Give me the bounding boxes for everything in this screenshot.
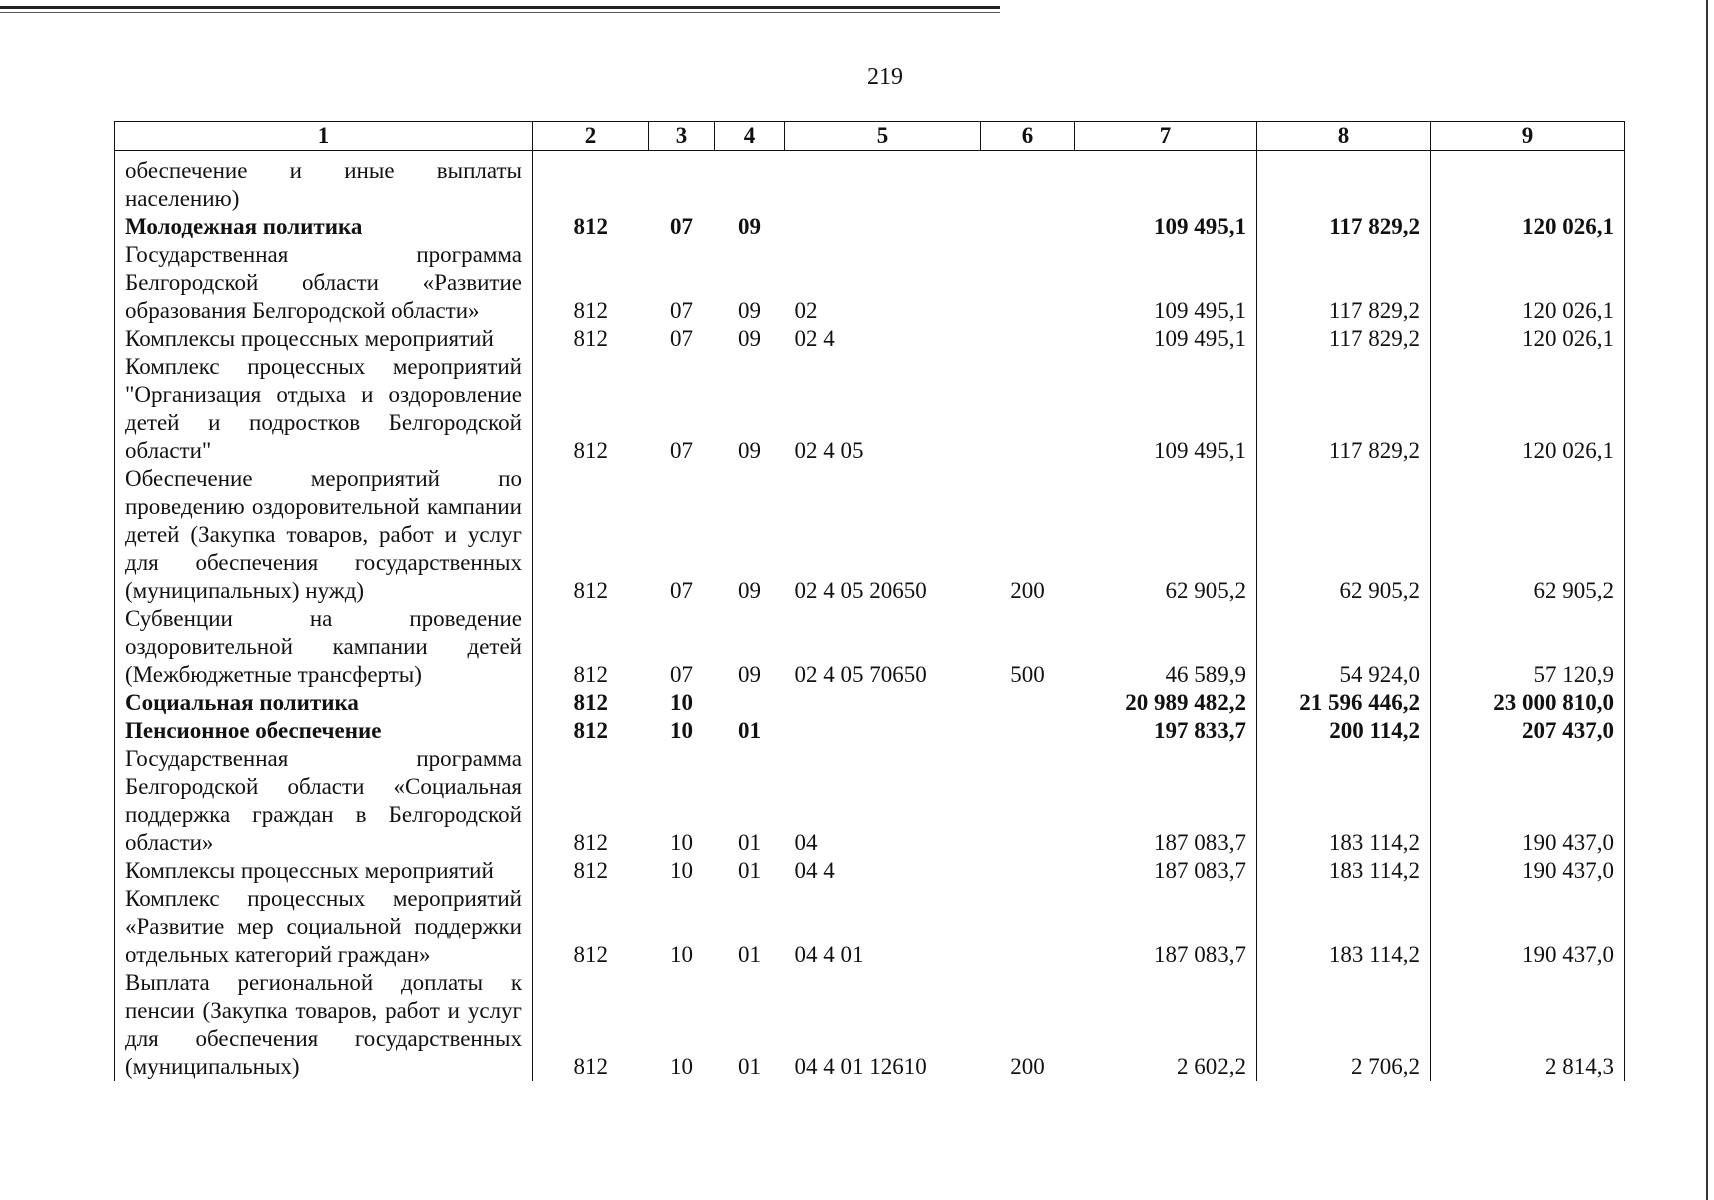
cell-c4: 09 [738, 214, 761, 239]
cell-c6 [981, 717, 1075, 745]
cell-c9: 207 437,0 [1431, 717, 1625, 745]
table-row [115, 605, 1625, 689]
cell-c8: 117 829,2 [1257, 353, 1431, 465]
cell-c7: 109 495,1 [1075, 353, 1257, 465]
cell-c9 [1431, 151, 1625, 214]
cell-name: Субвенции на проведение оздоровительной кампании детей (Межбюджетные трансферты) [115, 605, 533, 689]
cell-c9: 190 437,0 [1431, 745, 1625, 857]
header-col-4: 4 [715, 122, 785, 151]
cell-c4: 01 [738, 1054, 761, 1079]
cell-c6: 200 [1010, 1054, 1045, 1079]
cell-name: Пенсионное обеспечение [115, 717, 533, 745]
page-number: 219 [867, 64, 903, 90]
cell-c3: 07 [670, 662, 693, 687]
cell-c8: 200 114,2 [1257, 717, 1431, 745]
cell-c2: 812 [533, 689, 649, 717]
table-row [115, 465, 1625, 605]
table-row [115, 857, 1625, 885]
table-row [115, 325, 1625, 353]
header-col-1: 1 [115, 122, 533, 151]
cell-c8: 117 829,2 [1257, 213, 1431, 241]
cell-c5: 02 4 05 70650 [794, 662, 927, 687]
cell-c7: 109 495,1 [1075, 325, 1257, 353]
cell-c8: 21 596 446,2 [1257, 689, 1431, 717]
cell-c8: 62 905,2 [1257, 465, 1431, 605]
cell-name: Комплексы процессных мероприятий [115, 857, 533, 885]
cell-c4: 01 [738, 942, 761, 967]
cell-name: Социальная политика [115, 689, 533, 717]
cell-c7: 109 495,1 [1075, 213, 1257, 241]
cell-c7: 62 905,2 [1075, 465, 1257, 605]
cell-c9: 190 437,0 [1431, 857, 1625, 885]
cell-c3: 10 [670, 830, 693, 855]
table-row [115, 213, 1625, 241]
right-margin-rule [1706, 0, 1708, 1200]
cell-c5 [785, 689, 981, 717]
cell-c7: 197 833,7 [1075, 717, 1257, 745]
cell-name: Государственная программа Белгородской области «Развитие образования Белгородской области» [115, 241, 533, 325]
cell-c6 [981, 745, 1075, 857]
table-row [115, 885, 1625, 969]
header-col-2: 2 [533, 122, 649, 151]
cell-c7: 187 083,7 [1075, 857, 1257, 885]
cell-c3: 10 [670, 942, 693, 967]
cell-c4: 09 [738, 662, 761, 687]
cell-c4: 01 [738, 858, 761, 883]
cell-c8: 183 114,2 [1257, 857, 1431, 885]
cell-c2: 812 [533, 213, 649, 241]
cell-name: Выплата региональной доплаты к пенсии (Закупка товаров, работ и услуг для обеспечения государственных (муниципальных) [115, 969, 533, 1081]
cell-c2: 812 [533, 857, 649, 885]
top-rule-thin [0, 12, 1000, 13]
cell-c3: 10 [670, 1054, 693, 1079]
cell-c9: 120 026,1 [1431, 241, 1625, 325]
table-row [115, 717, 1625, 745]
cell-c6: 200 [1010, 578, 1045, 603]
cell-c3: 07 [670, 214, 693, 239]
cell-c6 [981, 151, 1075, 214]
cell-c2: 812 [533, 325, 649, 353]
cell-c6 [981, 325, 1075, 353]
cell-c6 [981, 353, 1075, 465]
cell-c2: 812 [533, 717, 649, 745]
cell-c8: 2 706,2 [1257, 969, 1431, 1081]
cell-c3: 07 [670, 578, 693, 603]
header-col-9: 9 [1431, 122, 1625, 151]
cell-c8: 117 829,2 [1257, 241, 1431, 325]
cell-c6 [981, 241, 1075, 325]
cell-c3: 10 [670, 718, 693, 743]
cell-c9: 23 000 810,0 [1431, 689, 1625, 717]
cell-c2: 812 [533, 465, 649, 605]
top-rule [0, 6, 1000, 9]
cell-c5: 04 4 01 12610 [794, 1054, 927, 1079]
header-col-8: 8 [1257, 122, 1431, 151]
table-row [115, 745, 1625, 857]
cell-c3: 07 [670, 438, 693, 463]
table-row [115, 969, 1625, 1081]
cell-c5 [785, 717, 981, 745]
cell-c4: 09 [738, 298, 761, 323]
cell-c7: 46 589,9 [1075, 605, 1257, 689]
cell-c6 [981, 213, 1075, 241]
cell-c5: 02 4 05 [794, 438, 864, 463]
cell-name: Комплексы процессных мероприятий [115, 325, 533, 353]
cell-c2: 812 [533, 969, 649, 1081]
cell-c6 [981, 857, 1075, 885]
cell-c7: 187 083,7 [1075, 885, 1257, 969]
table-row [115, 689, 1625, 717]
cell-name: Обеспечение мероприятий по проведению оздоровительной кампании детей (Закупка товаров, работ и услуг для обеспечения государственных (муниципальных) нужд) [115, 465, 533, 605]
cell-c4 [715, 689, 785, 717]
cell-name: Комплекс процессных мероприятий "Организация отдыха и оздоровление детей и подростков Белгородской области" [115, 353, 533, 465]
cell-c6: 500 [1010, 662, 1045, 687]
cell-c9: 120 026,1 [1431, 213, 1625, 241]
cell-c5 [785, 151, 981, 214]
cell-c5: 04 4 01 [794, 942, 864, 967]
cell-c8: 54 924,0 [1257, 605, 1431, 689]
cell-c7: 20 989 482,2 [1075, 689, 1257, 717]
header-col-6: 6 [981, 122, 1075, 151]
cell-c5: 04 4 [794, 858, 835, 883]
cell-c3: 07 [670, 326, 693, 351]
cell-c2: 812 [533, 241, 649, 325]
cell-c7: 2 602,2 [1075, 969, 1257, 1081]
cell-c5 [785, 213, 981, 241]
cell-name: Молодежная политика [115, 213, 533, 241]
cell-c6 [981, 885, 1075, 969]
cell-name: Государственная программа Белгородской области «Социальная поддержка граждан в Белгородской области» [115, 745, 533, 857]
cell-c8: 183 114,2 [1257, 885, 1431, 969]
header-col-7: 7 [1075, 122, 1257, 151]
header-col-3: 3 [649, 122, 715, 151]
cell-c9: 57 120,9 [1431, 605, 1625, 689]
header-col-5: 5 [785, 122, 981, 151]
cell-c8: 183 114,2 [1257, 745, 1431, 857]
cell-c9: 120 026,1 [1431, 353, 1625, 465]
cell-c6 [981, 689, 1075, 717]
cell-c8 [1257, 151, 1431, 214]
cell-c8: 117 829,2 [1257, 325, 1431, 353]
cell-c7 [1075, 151, 1257, 214]
cell-c5: 02 [794, 298, 818, 323]
cell-c4: 09 [738, 438, 761, 463]
cell-c9: 190 437,0 [1431, 885, 1625, 969]
cell-c4: 09 [738, 326, 761, 351]
cell-c2 [533, 151, 649, 214]
cell-c3: 07 [670, 298, 693, 323]
cell-c2: 812 [533, 353, 649, 465]
table-header-row [115, 122, 1625, 151]
cell-c3 [649, 151, 715, 214]
cell-c4 [715, 151, 785, 214]
table-row [115, 151, 1625, 214]
table-body [115, 151, 1625, 1082]
cell-c4: 01 [738, 718, 761, 743]
cell-c9: 120 026,1 [1431, 325, 1625, 353]
cell-c9: 2 814,3 [1431, 969, 1625, 1081]
cell-c7: 187 083,7 [1075, 745, 1257, 857]
cell-c7: 109 495,1 [1075, 241, 1257, 325]
cell-c5: 04 [794, 830, 818, 855]
cell-c2: 812 [533, 885, 649, 969]
cell-c2: 812 [533, 605, 649, 689]
budget-table [114, 121, 1625, 1081]
table-row [115, 241, 1625, 325]
cell-name: обеспечение и иные выплаты населению) [115, 151, 533, 214]
cell-c4: 01 [738, 830, 761, 855]
cell-c3: 10 [670, 858, 693, 883]
cell-c2: 812 [533, 745, 649, 857]
cell-c5: 02 4 05 20650 [794, 578, 927, 603]
cell-c4: 09 [738, 578, 761, 603]
table-row [115, 353, 1625, 465]
cell-c9: 62 905,2 [1431, 465, 1625, 605]
cell-name: Комплекс процессных мероприятий «Развитие мер социальной поддержки отдельных категорий граждан» [115, 885, 533, 969]
cell-c5: 02 4 [794, 326, 835, 351]
cell-c3: 10 [670, 690, 693, 715]
